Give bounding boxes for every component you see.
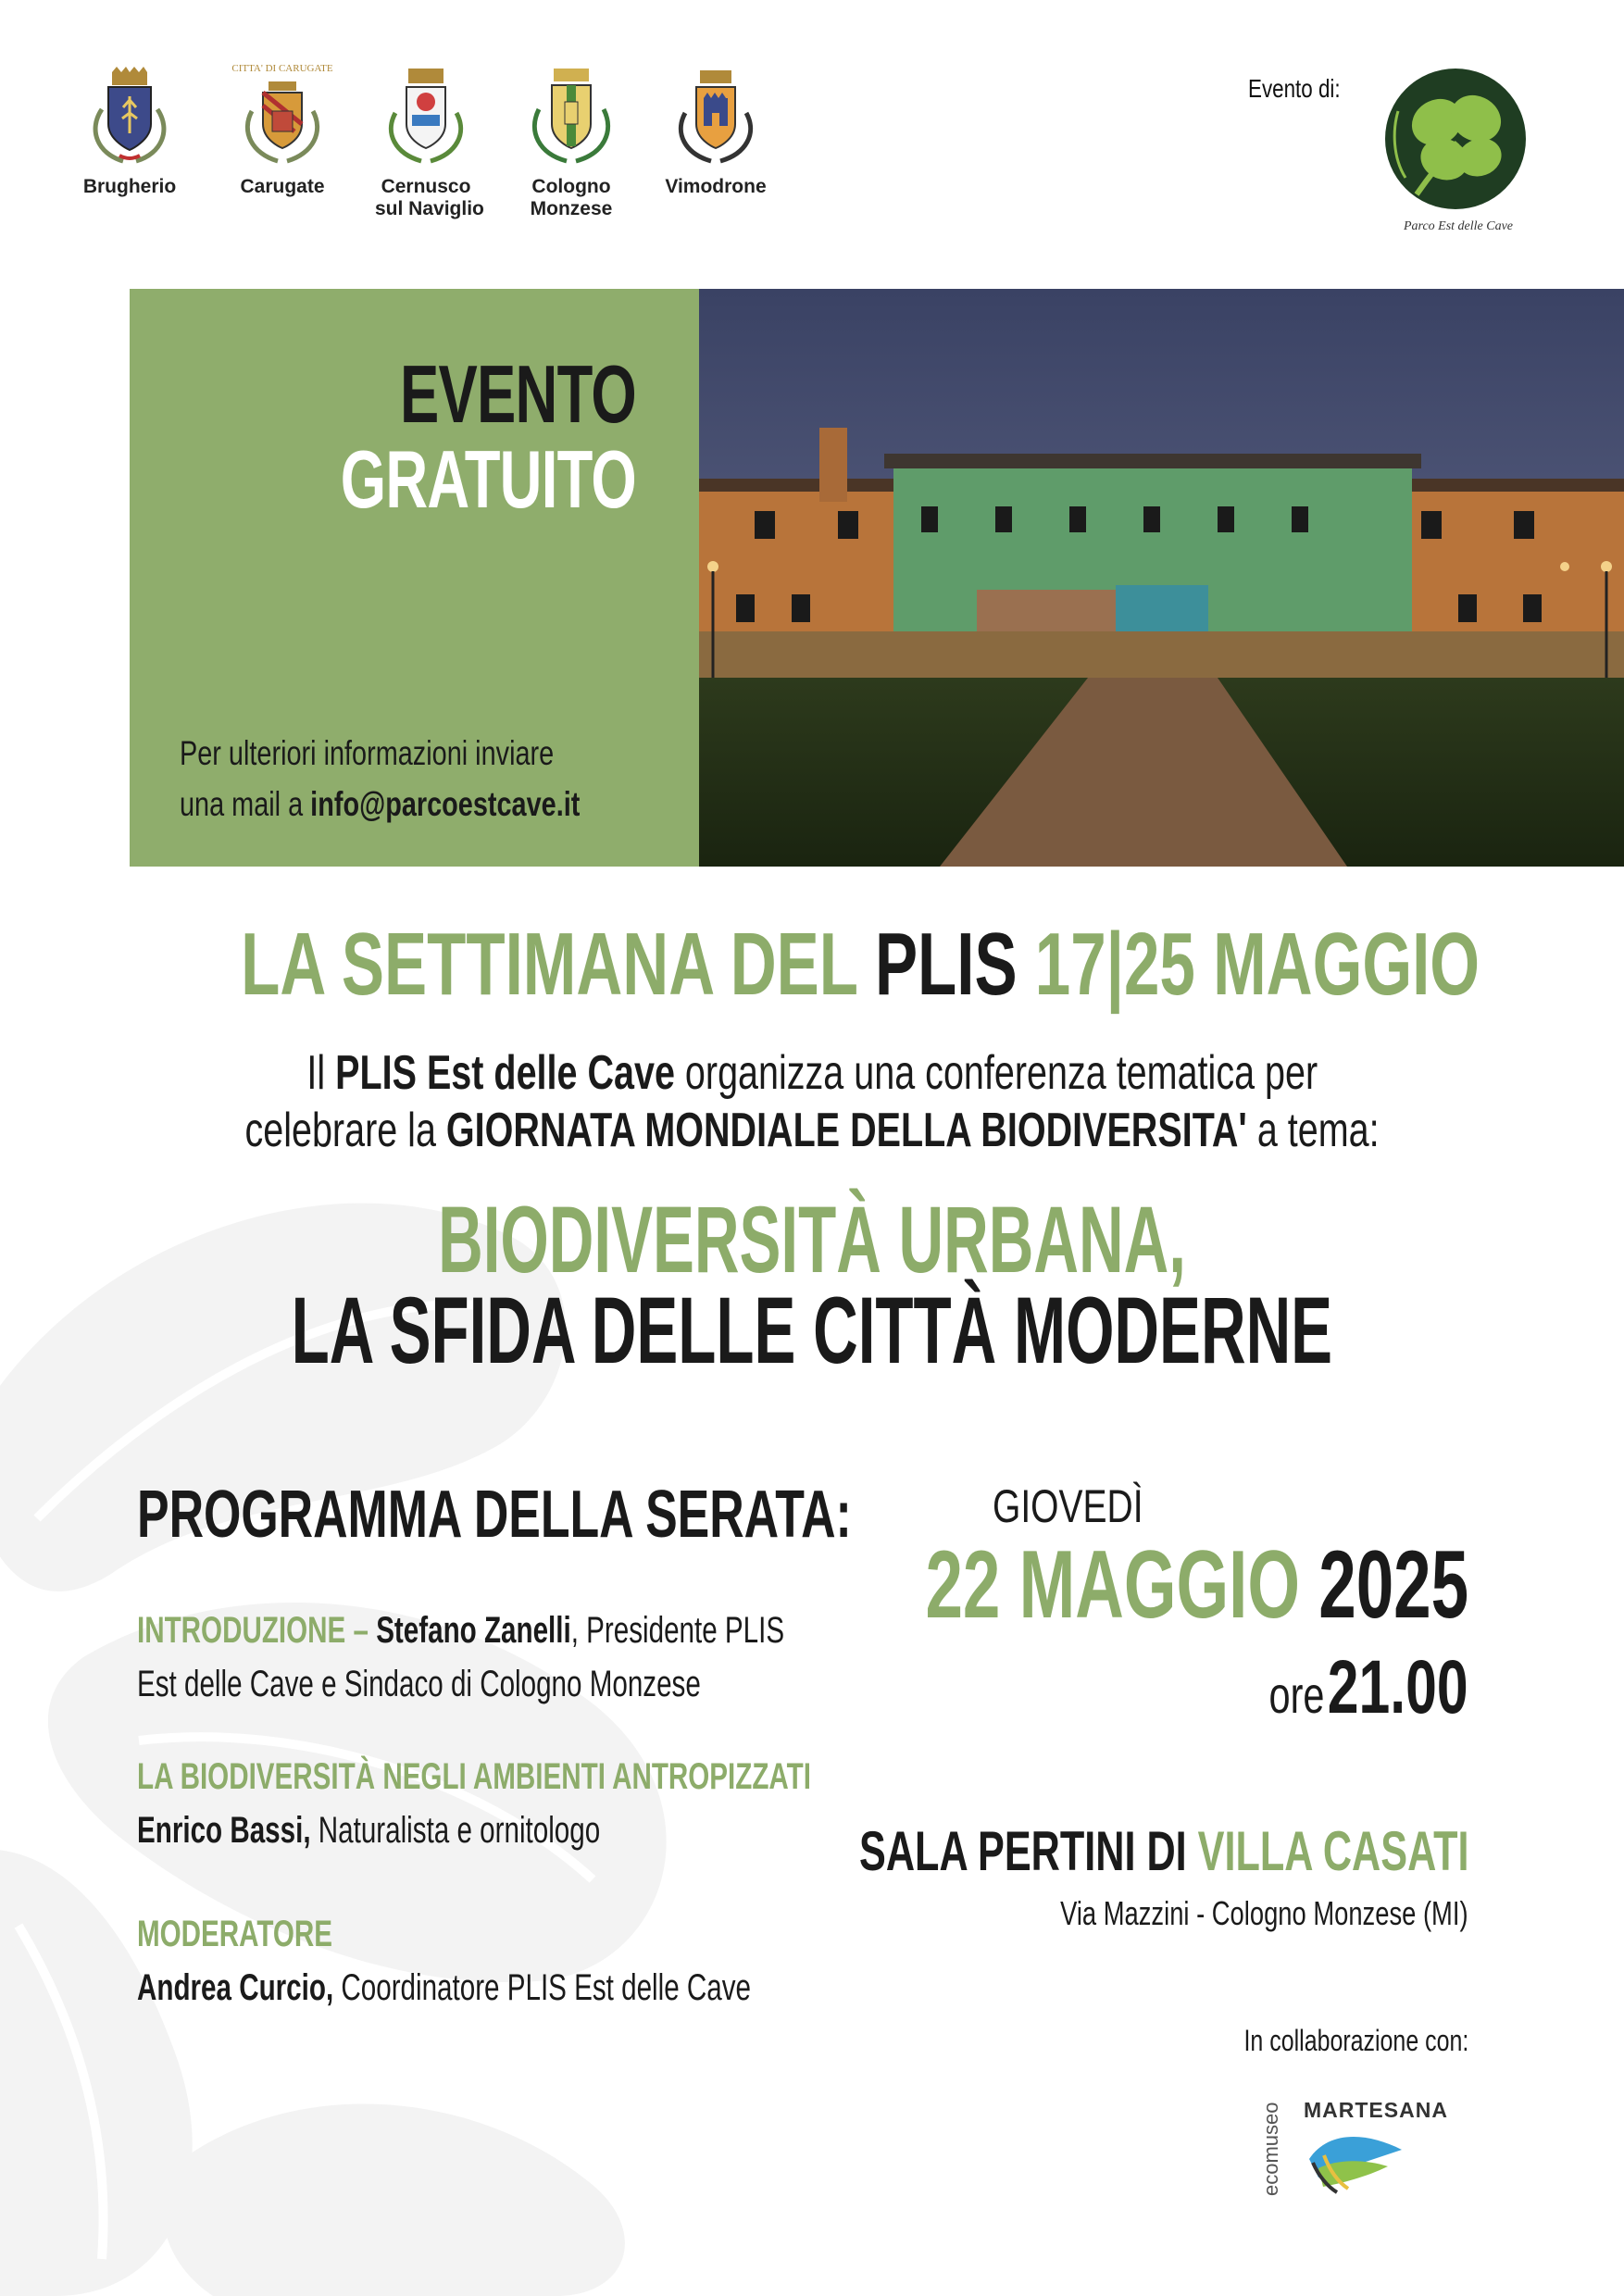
park-logo-caption: Parco Est delle Cave: [1403, 219, 1514, 233]
conference-theme: [0, 1187, 1624, 1383]
brugherio-crest-icon: [79, 65, 181, 167]
program-item: INTRODUZIONE – Stefano Zanelli, Presidente PLIS Est delle Cave e Sindaco di Cologno Monzese: [137, 1603, 1012, 1711]
venue-name: SALA PERTINI DI VILLA CASATI: [858, 1820, 1468, 1882]
hero-title-line2: GRATUITO: [340, 433, 636, 525]
program-item-person: Andrea Curcio,: [137, 1967, 334, 2008]
info-email-link[interactable]: info@parcoestcave.it: [310, 785, 581, 823]
event-by-label: Evento di:: [1248, 74, 1341, 103]
park-clover-icon: [1380, 65, 1537, 213]
collab-label: In collaborazione con:: [1243, 2024, 1468, 2057]
crest-brugherio: [79, 65, 181, 198]
park-logo: [1380, 65, 1537, 231]
program-item-heading: INTRODUZIONE –: [137, 1610, 377, 1651]
hero-title: [118, 348, 636, 525]
carugate-crest-icon: [231, 65, 333, 167]
municipality-name: Carugate: [240, 176, 325, 197]
crest-cologno: [520, 65, 622, 220]
ecomuseo-martesana-logo: [1259, 2070, 1448, 2200]
cernusco-crest-icon: [375, 65, 477, 167]
intro-text: [0, 1044, 1624, 1159]
program-item: LA BIODIVERSITÀ NEGLI AMBIENTI ANTROPIZZATI Enrico Bassi, Naturalista e ornitologo: [137, 1756, 811, 1851]
villa-night-photo: [699, 289, 1624, 867]
vimodrone-crest-icon: [665, 65, 767, 167]
ecomuseo-vertical-text: ecomuseo: [1259, 2102, 1282, 2196]
program-title: PROGRAMMA DELLA SERATA:: [137, 1478, 852, 1552]
hero-info-line1: Per ulteriori informazioni inviare: [180, 734, 555, 772]
intro-line1: Il PLIS Est delle Cave organizza una conferenza tematica per: [306, 1046, 1318, 1100]
theme-line2: LA SFIDA DELLE CITTÀ MODERNE: [291, 1278, 1333, 1383]
hero-title-line1: EVENTO: [399, 348, 636, 440]
hero-panel: [130, 289, 699, 867]
theme-line1: BIODIVERSITÀ URBANA,: [438, 1187, 1186, 1292]
program-item-heading: MODERATORE: [137, 1914, 333, 1954]
program-item-person: Stefano Zanelli: [376, 1610, 571, 1651]
program-item: MODERATORE Andrea Curcio, Coordinatore PLIS Est delle Cave: [137, 1914, 751, 2008]
crest-carugate: [231, 65, 333, 198]
crest-cernusco: [375, 65, 484, 220]
cologno-crest-icon: [520, 65, 622, 167]
hero-info-line2: una mail a info@parcoestcave.it: [180, 785, 581, 823]
venue-address: Via Mazzini - Cologno Monzese (MI): [1060, 1894, 1468, 1932]
week-title: LA SETTIMANA DEL PLIS 17|25 MAGGIO: [241, 915, 1480, 1014]
carugate-crest-caption: CITTA' DI CARUGATE: [231, 63, 333, 74]
martesana-wave-icon: [1300, 2122, 1411, 2196]
program-item-heading: LA BIODIVERSITÀ NEGLI AMBIENTI ANTROPIZZATI: [137, 1756, 811, 1797]
program-item-role: Est delle Cave e Sindaco di Cologno Monzese: [137, 1664, 701, 1704]
hero-info: [180, 728, 693, 830]
event-weekday: GIOVEDÌ: [993, 1480, 1143, 1532]
program-item-person: Enrico Bassi,: [137, 1810, 311, 1851]
municipality-name: Vimodrone: [665, 176, 767, 197]
event-date: 22 MAGGIO 2025: [925, 1531, 1468, 1639]
intro-line2: celebrare la GIORNATA MONDIALE DELLA BIODIVERSITA' a tema:: [244, 1104, 1380, 1157]
event-time: ore 21.00: [1268, 1645, 1468, 1729]
municipality-name: Cologno Monzese: [530, 176, 613, 220]
martesana-text: MARTESANA: [1304, 2098, 1448, 2122]
municipality-name: Brugherio: [82, 176, 177, 197]
municipality-name: Cernusco sul Naviglio: [375, 176, 484, 220]
crest-vimodrone: [665, 65, 767, 198]
